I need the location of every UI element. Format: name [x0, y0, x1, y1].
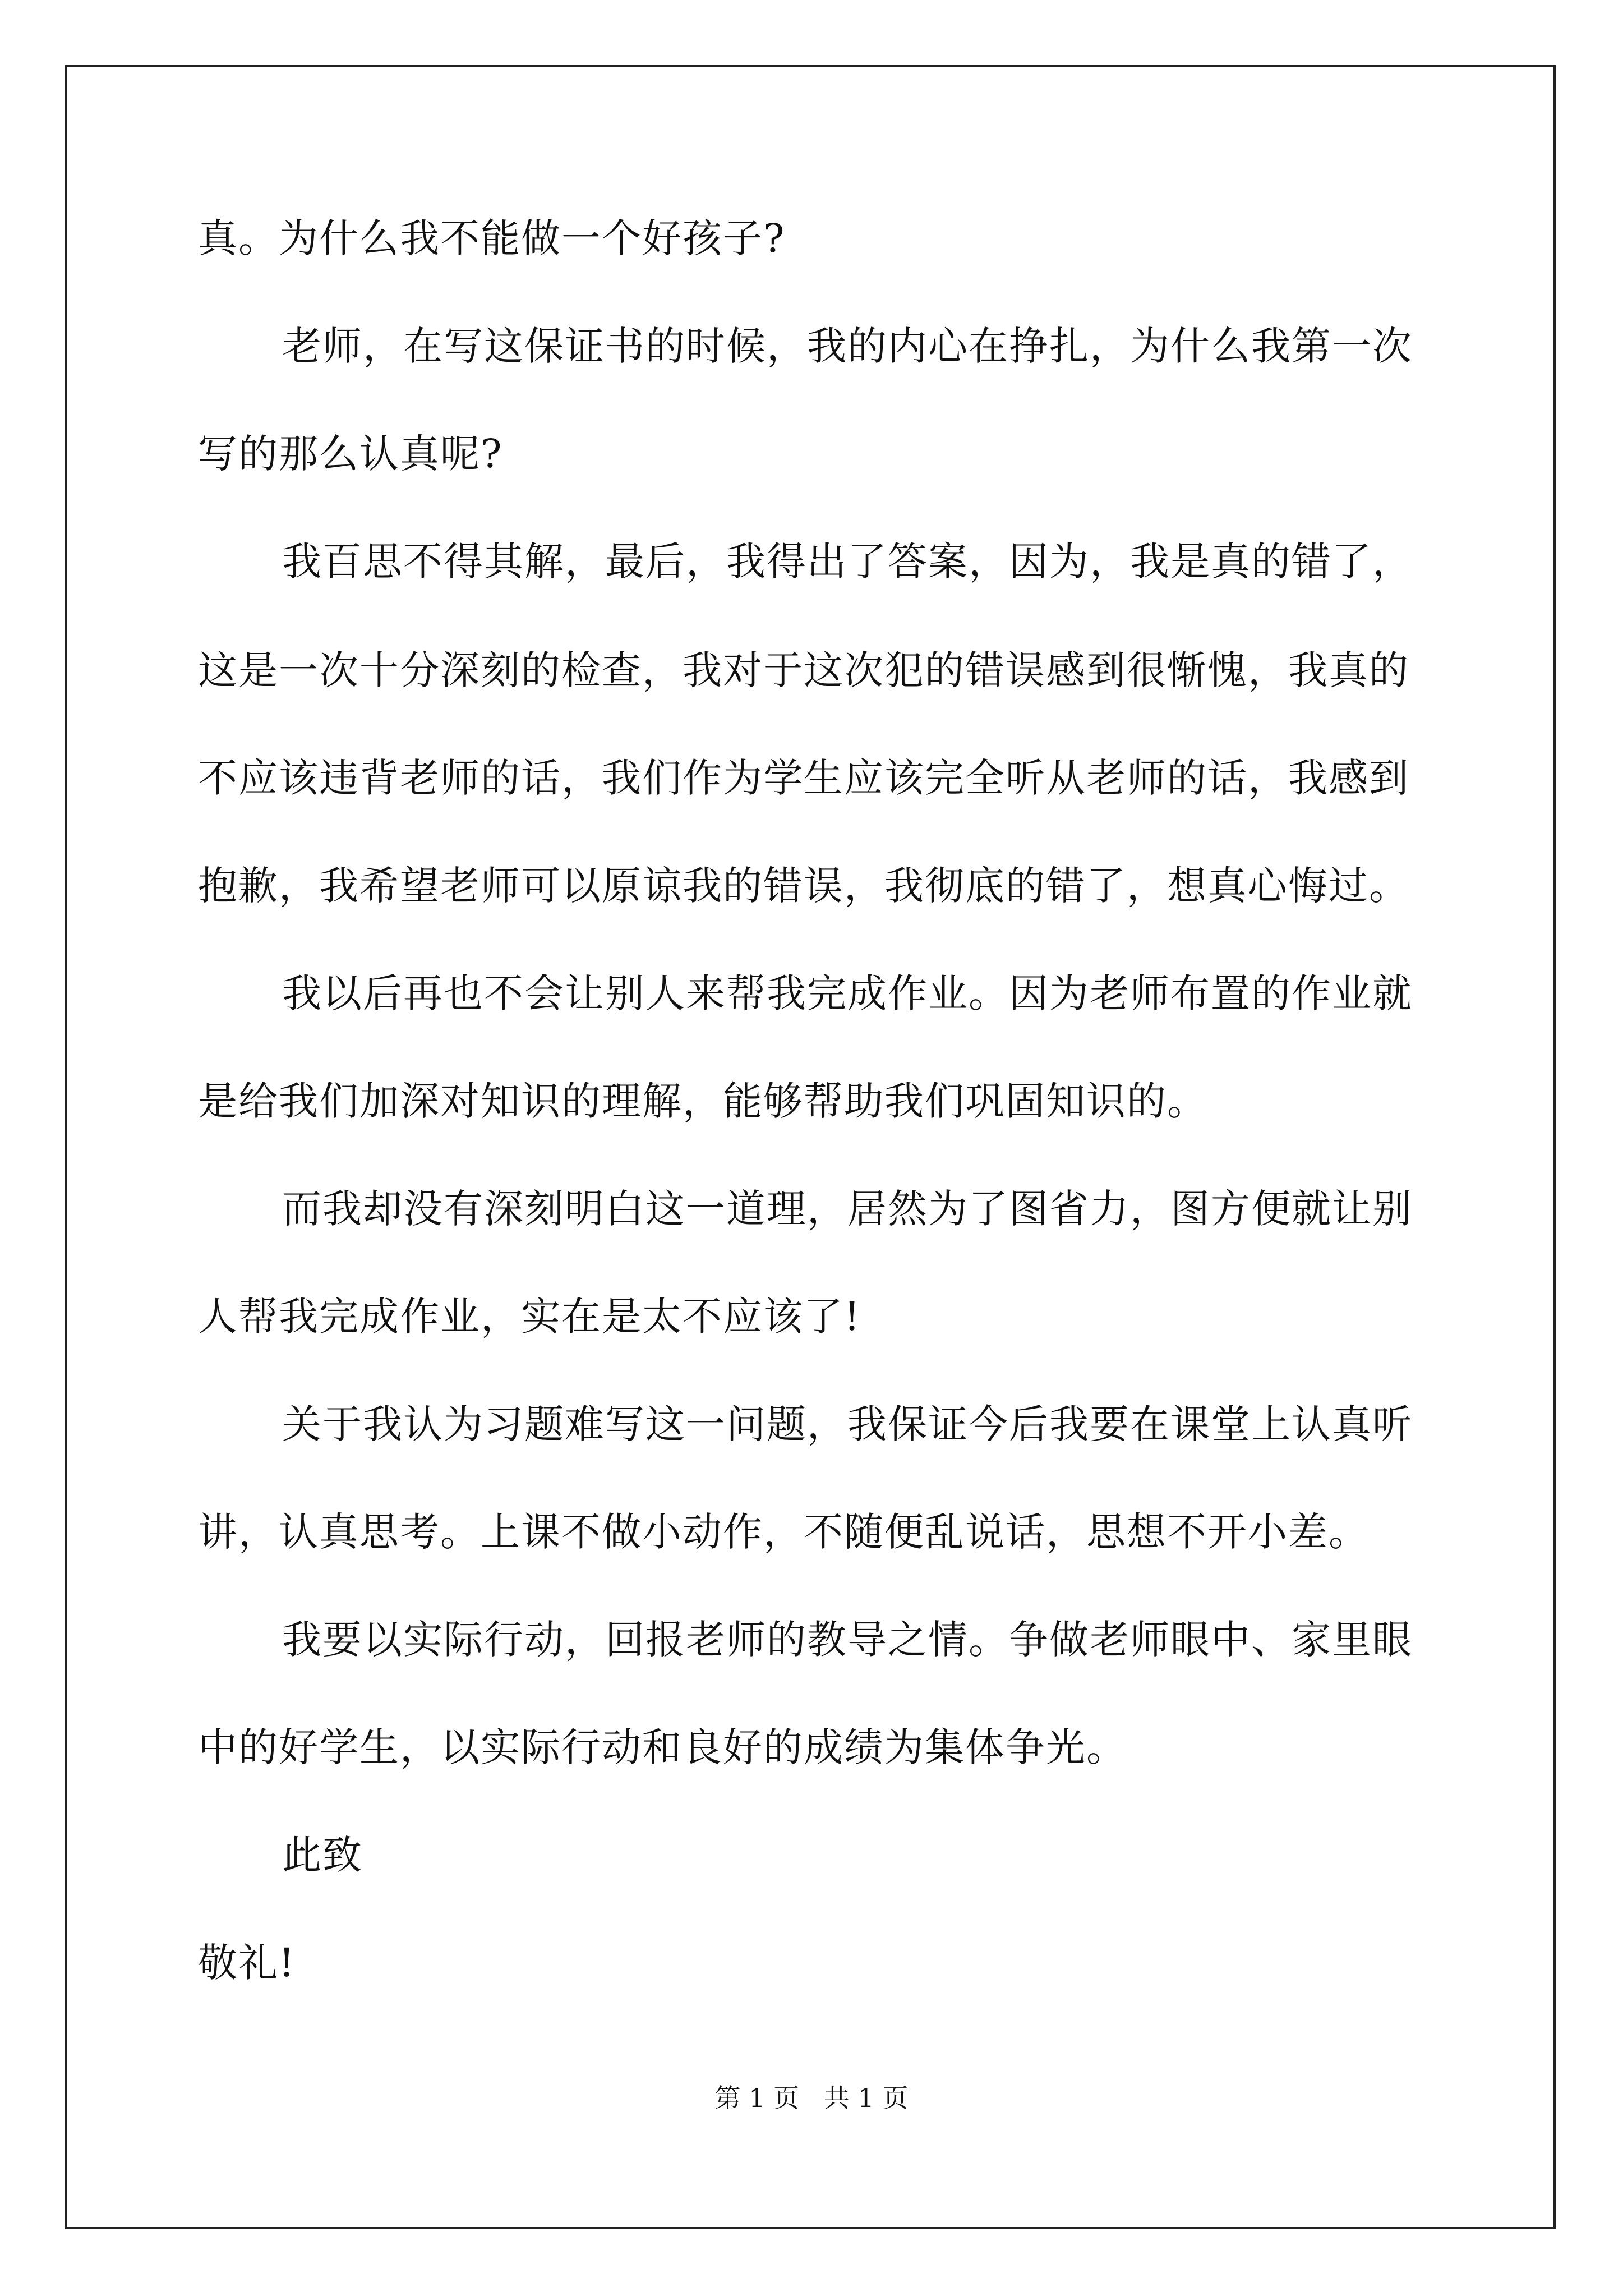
- closing-salutation: 此致: [282, 1832, 363, 1878]
- text-line-6: 不应该违背老师的话，我们作为学生应该完全听从老师的话，我感到: [198, 755, 1409, 801]
- text-line-14: 我要以实际行动，回报老师的教导之情。争做老师眼中、家里眼: [282, 1617, 1413, 1663]
- text-line-9: 是给我们加深对知识的理解，能够帮助我们巩固知识的。: [198, 1078, 1207, 1124]
- text-line-3: 写的那么认真呢?: [198, 431, 503, 477]
- page-border: [65, 65, 1556, 2229]
- text-line-2: 老师，在写这保证书的时候，我的内心在挣扎，为什么我第一次: [282, 323, 1413, 369]
- text-line-11: 人帮我完成作业，实在是太不应该了!: [198, 1294, 861, 1340]
- text-line-7: 抱歉，我希望老师可以原谅我的错误，我彻底的错了，想真心悔过。: [198, 863, 1409, 909]
- text-line-4: 我百思不得其解，最后，我得出了答案，因为，我是真的错了，: [282, 539, 1413, 585]
- text-line-8: 我以后再也不会让别人来帮我完成作业。因为老师布置的作业就: [282, 970, 1413, 1016]
- text-line-13: 讲，认真思考。上课不做小动作，不随便乱说话，思想不开小差。: [198, 1509, 1369, 1555]
- page-number-footer: 第 1 页 共 1 页: [714, 2083, 909, 2113]
- text-line-15: 中的好学生，以实际行动和良好的成绩为集体争光。: [198, 1724, 1127, 1770]
- text-line-10: 而我却没有深刻明白这一道理，居然为了图省力，图方便就让别: [282, 1186, 1413, 1232]
- closing-regards: 敬礼!: [198, 1940, 296, 1986]
- text-line-5: 这是一次十分深刻的检查，我对于这次犯的错误感到很惭愧，我真的: [198, 647, 1409, 693]
- text-line-12: 关于我认为习题难写这一问题，我保证今后我要在课堂上认真听: [282, 1401, 1413, 1447]
- text-line-1: 真。为什么我不能做一个好孩子?: [198, 215, 786, 261]
